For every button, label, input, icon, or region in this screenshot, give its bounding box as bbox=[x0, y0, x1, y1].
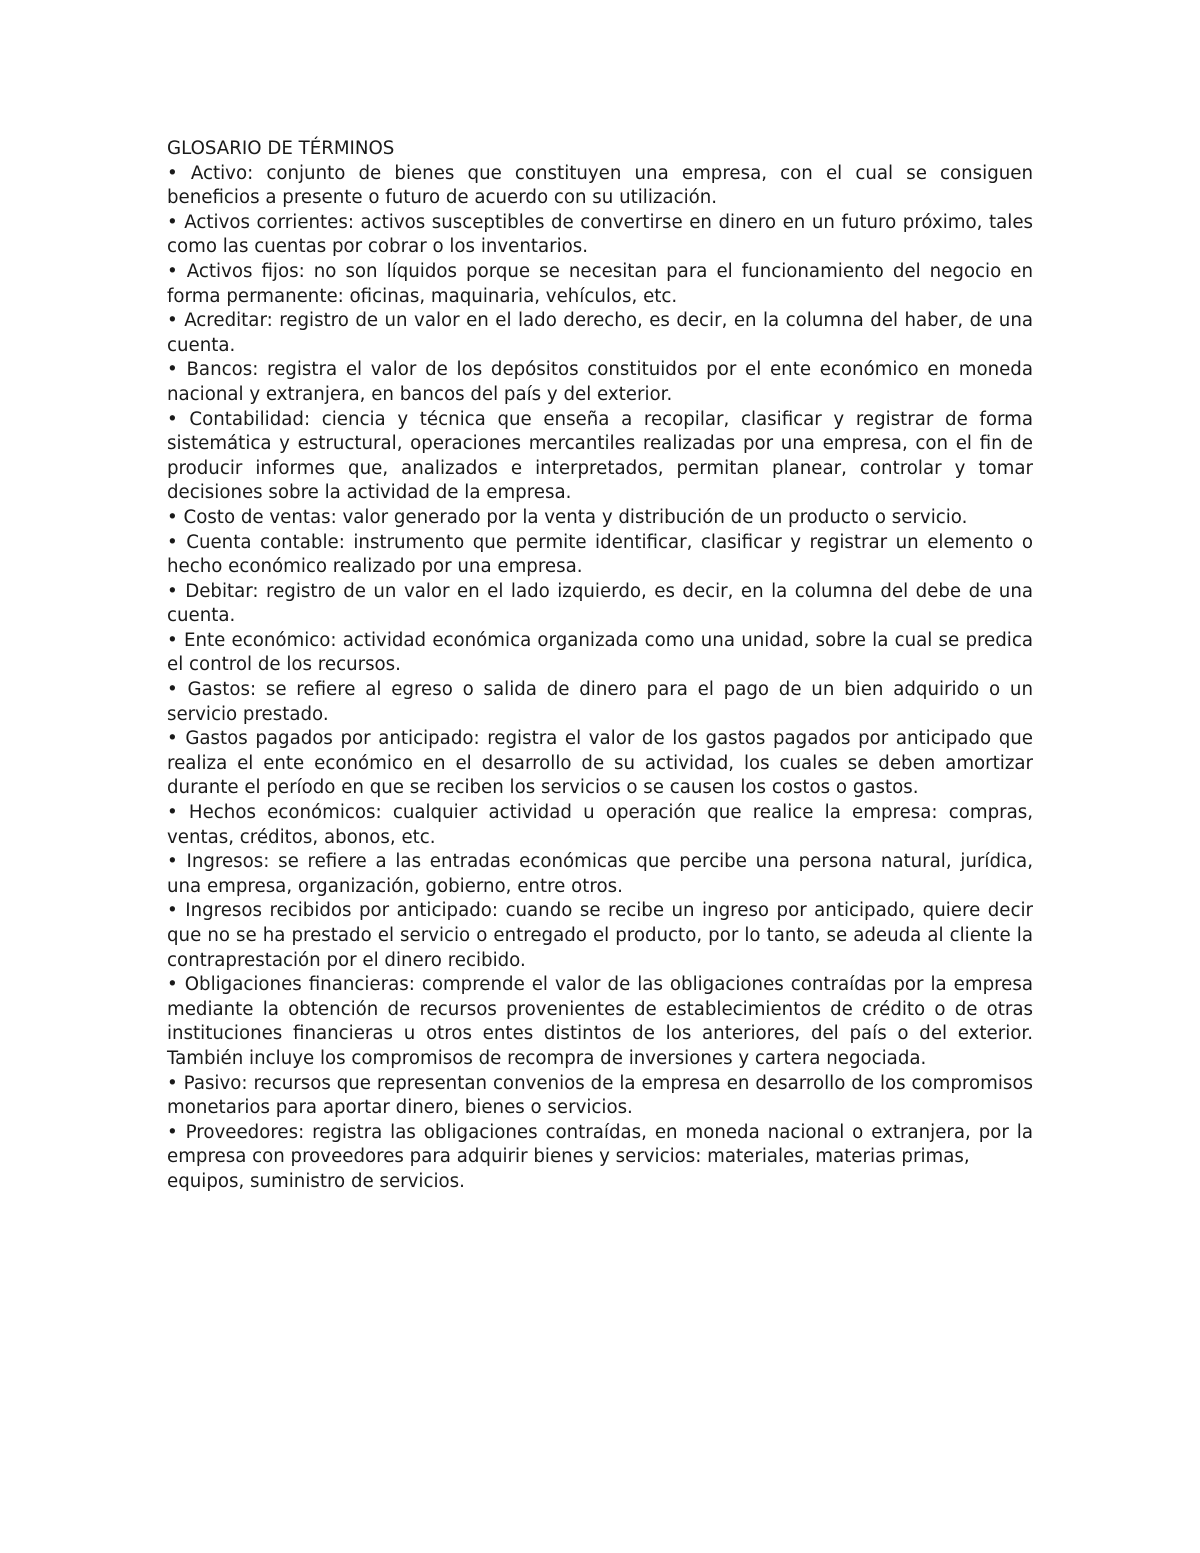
glossary-entry-debitar: • Debitar: registro de un valor en el lado izquierdo, es decir, en la columna del debe de una cuenta. bbox=[167, 580, 1033, 627]
glossary-entry-activo: • Activo: conjunto de bienes que constituyen una empresa, con el cual se consiguen beneficios a presente o futuro de acuerdo con su utilización. bbox=[167, 162, 1033, 209]
glossary-closing-line: equipos, suministro de servicios. bbox=[167, 1170, 465, 1192]
glossary-entry-activos-fijos: • Activos fijos: no son líquidos porque se necesitan para el funcionamiento del negocio en forma permanente: oficinas, maquinaria, vehículos, etc. bbox=[167, 260, 1033, 307]
document-title: GLOSARIO DE TÉRMINOS bbox=[167, 138, 395, 159]
glossary-entry-activos-corrientes: • Activos corrientes: activos susceptibles de convertirse en dinero en un futuro próximo, tales como las cuentas por cobrar o los inventarios. bbox=[167, 211, 1033, 258]
glossary-entry-costo-de-ventas: • Costo de ventas: valor generado por la venta y distribución de un producto o servicio. bbox=[167, 506, 968, 528]
glossary-entry-gastos: • Gastos: se refiere al egreso o salida de dinero para el pago de un bien adquirido o un servicio prestado. bbox=[167, 679, 1033, 725]
glossary-entry-obligaciones-financieras: • Obligaciones financieras: comprende el valor de las obligaciones contraídas por la empresa mediante la obtención de recursos provenientes de establecimientos de crédito o de otras instituciones financieras u otros entes distintos de los anteriores, del país o del exterior. También incluye los compromisos de recompra de inversiones y cartera negociada. bbox=[167, 974, 1033, 1069]
glossary-entry-pasivo: • Pasivo: recursos que representan convenios de la empresa en desarrollo de los compromisos monetarios para aportar dinero, bienes o servicios. bbox=[167, 1072, 1033, 1119]
glossary-entry-cuenta-contable: • Cuenta contable: instrumento que permite identificar, clasificar y registrar un elemento o hecho económico realizado por una empresa. bbox=[167, 531, 1033, 578]
glossary-entry-hechos-economicos: • Hechos económicos: cualquier actividad u operación que realice la empresa: compras, ventas, créditos, abonos, etc. bbox=[167, 802, 1033, 848]
glossary-entry-contabilidad: • Contabilidad: ciencia y técnica que enseña a recopilar, clasificar y registrar de forma sistemática y estructural, operaciones mercantiles realizadas por una empresa, con el fin de producir informes que, analizados e interpretados, permitan planear, controlar y tomar decisiones sobre la actividad de la empresa. bbox=[167, 408, 1033, 504]
glossary-entry-ingresos: • Ingresos: se refiere a las entradas económicas que percibe una persona natural, jurídica, una empresa, organización, gobierno, entre otros. bbox=[167, 851, 1033, 897]
glossary-entry-acreditar: • Acreditar: registro de un valor en el lado derecho, es decir, en la columna del haber, de una cuenta. bbox=[167, 310, 1033, 356]
document-body bbox=[167, 137, 1033, 1195]
glossary-entry-gastos-pagados-por-anticipado: • Gastos pagados por anticipado: registra el valor de los gastos pagados por anticipado que realiza el ente económico en el desarrollo de su actividad, los cuales se deben amortizar durante el período en que se reciben los servicios o se causen los costos o gastos. bbox=[167, 728, 1033, 799]
glossary-entry-ingresos-recibidos-por-anticipado: • Ingresos recibidos por anticipado: cuando se recibe un ingreso por anticipado, quiere decir que no se ha prestado el servicio o entregado el producto, por lo tanto, se adeuda al cliente la contraprestación por el dinero recibido. bbox=[167, 900, 1033, 971]
glossary-entry-bancos: • Bancos: registra el valor de los depósitos constituidos por el ente económico en moneda nacional y extranjera, en bancos del país y del exterior. bbox=[167, 359, 1033, 405]
glossary-entry-ente-economico: • Ente económico: actividad económica organizada como una unidad, sobre la cual se predica el control de los recursos. bbox=[167, 629, 1033, 676]
glossary-entry-proveedores: • Proveedores: registra las obligaciones contraídas, en moneda nacional o extranjera, por la empresa con proveedores para adquirir bienes y servicios: materiales, materias primas, bbox=[167, 1121, 1033, 1168]
